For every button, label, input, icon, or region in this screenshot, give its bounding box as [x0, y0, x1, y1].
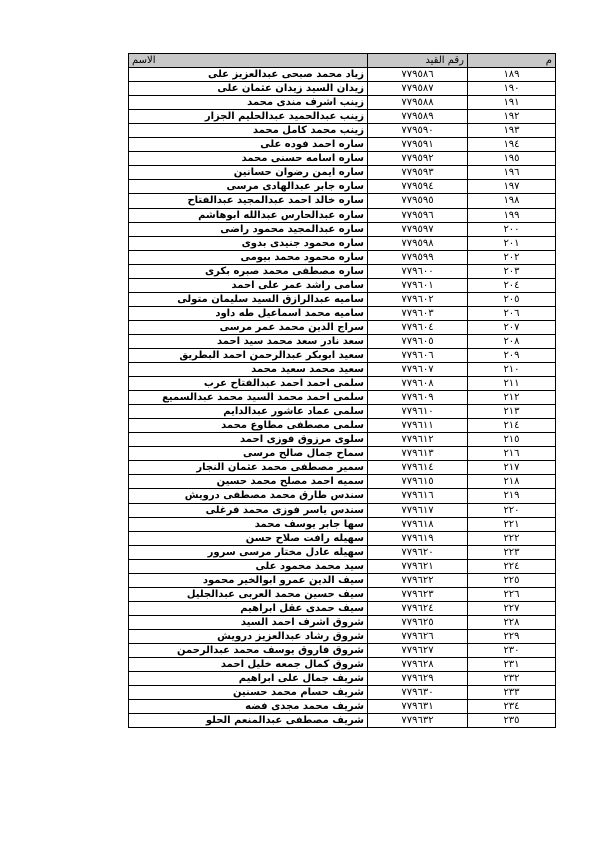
student-name-cell: سيف الدين عمرو ابوالخير محمود: [129, 573, 368, 587]
table-row: [129, 405, 556, 419]
serial-number-cell: ٢٢٢: [468, 531, 556, 545]
student-name-cell: سميه احمد مصلح محمد حسين: [129, 475, 368, 489]
serial-number-cell: ٢٢٧: [468, 601, 556, 615]
student-name-cell: زياد محمد صبحى عبدالعزيز على: [129, 68, 368, 82]
student-name-cell: سيف حسين محمد العربى عبدالجليل: [129, 587, 368, 601]
registration-number-cell: ٧٧٩٦٠٨: [368, 377, 468, 391]
table-row: [129, 166, 556, 180]
table-row: [129, 236, 556, 250]
student-name-cell: ساره عبدالحارس عبدالله ابوهاشم: [129, 208, 368, 222]
student-name-cell: ساره ايمن رضوان حسانين: [129, 166, 368, 180]
header-registration-number: رقم القيد: [368, 54, 468, 68]
student-name-cell: شريف جمال على ابراهيم: [129, 672, 368, 686]
serial-number-cell: ٢٠٧: [468, 320, 556, 334]
table-row: [129, 531, 556, 545]
registration-number-cell: ٧٧٩٦٠٠: [368, 264, 468, 278]
serial-number-cell: ١٩٣: [468, 124, 556, 138]
student-name-cell: سها جابر يوسف محمد: [129, 517, 368, 531]
table-row: [129, 419, 556, 433]
serial-number-cell: ٢٢٣: [468, 545, 556, 559]
serial-number-cell: ٢٣٥: [468, 714, 556, 728]
registration-number-cell: ٧٧٩٦٣٠: [368, 686, 468, 700]
student-name-cell: سهيله عادل مختار مرسى سرور: [129, 545, 368, 559]
serial-number-cell: ١٩٠: [468, 82, 556, 96]
table-row: [129, 348, 556, 362]
serial-number-cell: ٢٢٤: [468, 559, 556, 573]
student-name-cell: ساميه محمد اسماعيل طه داود: [129, 306, 368, 320]
registration-number-cell: ٧٧٩٥٩٢: [368, 152, 468, 166]
registration-number-cell: ٧٧٩٥٨٧: [368, 82, 468, 96]
table-row: [129, 222, 556, 236]
serial-number-cell: ٢٣٤: [468, 700, 556, 714]
student-name-cell: سمير مصطفى محمد عثمان النجار: [129, 461, 368, 475]
registration-number-cell: ٧٧٩٦٠٢: [368, 292, 468, 306]
table-row: [129, 194, 556, 208]
registration-number-cell: ٧٧٩٦١٠: [368, 405, 468, 419]
serial-number-cell: ٢٠٠: [468, 222, 556, 236]
student-name-cell: سندس طارق محمد مصطفى درويش: [129, 489, 368, 503]
student-name-cell: شروق فاروق يوسف محمد عبدالرحمن: [129, 643, 368, 657]
serial-number-cell: ٢٢٠: [468, 503, 556, 517]
table-row: [129, 714, 556, 728]
registration-number-cell: ٧٧٩٥٩٨: [368, 236, 468, 250]
serial-number-cell: ٢٣٠: [468, 643, 556, 657]
registration-number-cell: ٧٧٩٦٠٥: [368, 334, 468, 348]
serial-number-cell: ٢١٣: [468, 405, 556, 419]
table-row: [129, 334, 556, 348]
table-row: [129, 208, 556, 222]
registration-number-cell: ٧٧٩٦١٨: [368, 517, 468, 531]
serial-number-cell: ٢٠٨: [468, 334, 556, 348]
table-row: [129, 447, 556, 461]
table-row: [129, 601, 556, 615]
registration-number-cell: ٧٧٩٥٨٩: [368, 110, 468, 124]
registration-number-cell: ٧٧٩٦١١: [368, 419, 468, 433]
student-name-cell: ساره عبدالمجيد محمود راضى: [129, 222, 368, 236]
serial-number-cell: ٢١٤: [468, 419, 556, 433]
student-name-cell: ساره اسامه حسنى محمد: [129, 152, 368, 166]
serial-number-cell: ٢٢٩: [468, 629, 556, 643]
table-row: [129, 278, 556, 292]
serial-number-cell: ٢٣٢: [468, 672, 556, 686]
table-row: [129, 545, 556, 559]
student-name-cell: شريف محمد مجدى فضه: [129, 700, 368, 714]
student-name-cell: سيد محمد محمود على: [129, 559, 368, 573]
table-row: [129, 587, 556, 601]
table-row: [129, 433, 556, 447]
student-name-cell: شروق اشرف احمد السيد: [129, 615, 368, 629]
registration-number-cell: ٧٧٩٥٩٦: [368, 208, 468, 222]
serial-number-cell: ٢٢١: [468, 517, 556, 531]
serial-number-cell: ٢١٦: [468, 447, 556, 461]
serial-number-cell: ٢١٠: [468, 363, 556, 377]
student-name-cell: زيدان السيد زيدان عثمان على: [129, 82, 368, 96]
student-name-cell: سعد نادر سعد محمد سيد احمد: [129, 334, 368, 348]
serial-number-cell: ١٩٦: [468, 166, 556, 180]
serial-number-cell: ٢٢٥: [468, 573, 556, 587]
student-name-cell: ساره محمود جنيدى بدوى: [129, 236, 368, 250]
student-name-cell: سعيد ابوبكر عبدالرحمن احمد البطريق: [129, 348, 368, 362]
table-row: [129, 475, 556, 489]
registration-number-cell: ٧٧٩٦٢٣: [368, 587, 468, 601]
registration-number-cell: ٧٧٩٦٠٧: [368, 363, 468, 377]
serial-number-cell: ٢١٧: [468, 461, 556, 475]
registration-number-cell: ٧٧٩٦٢٧: [368, 643, 468, 657]
student-name-cell: ساره خالد احمد عبدالمجيد عبدالفتاح: [129, 194, 368, 208]
serial-number-cell: ٢٠٥: [468, 292, 556, 306]
registration-number-cell: ٧٧٩٥٨٨: [368, 96, 468, 110]
table-row: [129, 152, 556, 166]
student-name-cell: سلمى عماد عاشور عبدالدايم: [129, 405, 368, 419]
student-name-cell: زينب محمد كامل محمد: [129, 124, 368, 138]
serial-number-cell: ١٩٩: [468, 208, 556, 222]
registration-number-cell: ٧٧٩٦٢١: [368, 559, 468, 573]
serial-number-cell: ٢٣١: [468, 658, 556, 672]
student-name-cell: ساره محمود محمد بيومى: [129, 250, 368, 264]
serial-number-cell: ١٩٢: [468, 110, 556, 124]
serial-number-cell: ٢٣٣: [468, 686, 556, 700]
table-row: [129, 124, 556, 138]
registration-number-cell: ٧٧٩٥٩٠: [368, 124, 468, 138]
student-name-cell: سلوى مرزوق فوزى احمد: [129, 433, 368, 447]
registration-number-cell: ٧٧٩٦٢٦: [368, 629, 468, 643]
registration-number-cell: ٧٧٩٦١٣: [368, 447, 468, 461]
header-serial-number: م: [468, 54, 556, 68]
serial-number-cell: ١٩١: [468, 96, 556, 110]
table-row: [129, 363, 556, 377]
table-header-row: [129, 54, 556, 68]
table-row: [129, 643, 556, 657]
student-name-cell: شريف مصطفى عبدالمنعم الحلو: [129, 714, 368, 728]
student-name-cell: سلمى مصطفى مطاوع محمد: [129, 419, 368, 433]
registration-number-cell: ٧٧٩٥٩٩: [368, 250, 468, 264]
student-name-cell: سلمى احمد احمد عبدالفتاح عرب: [129, 377, 368, 391]
table-row: [129, 377, 556, 391]
registration-number-cell: ٧٧٩٥٨٦: [368, 68, 468, 82]
registration-number-cell: ٧٧٩٥٩٥: [368, 194, 468, 208]
header-name: الاسم: [129, 54, 368, 68]
serial-number-cell: ٢٠٩: [468, 348, 556, 362]
student-name-cell: سندس ياسر فوزى محمد فرغلى: [129, 503, 368, 517]
student-name-cell: سيف حمدى عقل ابراهيم: [129, 601, 368, 615]
serial-number-cell: ٢٠٢: [468, 250, 556, 264]
registration-number-cell: ٧٧٩٦٢٠: [368, 545, 468, 559]
table-row: [129, 320, 556, 334]
table-row: [129, 180, 556, 194]
table-row: [129, 629, 556, 643]
serial-number-cell: ٢٠٦: [468, 306, 556, 320]
table-row: [129, 700, 556, 714]
registration-number-cell: ٧٧٩٥٩٣: [368, 166, 468, 180]
serial-number-cell: ٢٢٦: [468, 587, 556, 601]
registration-number-cell: ٧٧٩٦٠١: [368, 278, 468, 292]
table-row: [129, 461, 556, 475]
serial-number-cell: ٢٠١: [468, 236, 556, 250]
student-name-cell: ساره احمد فوده على: [129, 138, 368, 152]
student-name-cell: سماح جمال صالح مرسى: [129, 447, 368, 461]
table-row: [129, 658, 556, 672]
student-name-cell: شروق كمال جمعه خليل احمد: [129, 658, 368, 672]
student-list-table: [128, 53, 556, 728]
table-row: [129, 503, 556, 517]
serial-number-cell: ٢١٥: [468, 433, 556, 447]
registration-number-cell: ٧٧٩٦١٤: [368, 461, 468, 475]
table-row: [129, 82, 556, 96]
registration-number-cell: ٧٧٩٦٢٢: [368, 573, 468, 587]
registration-number-cell: ٧٧٩٦١٢: [368, 433, 468, 447]
student-name-cell: سعيد محمد سعيد محمد: [129, 363, 368, 377]
student-name-cell: سراج الدين محمد عمر مرسى: [129, 320, 368, 334]
table-row: [129, 68, 556, 82]
registration-number-cell: ٧٧٩٥٩٧: [368, 222, 468, 236]
registration-number-cell: ٧٧٩٦٠٦: [368, 348, 468, 362]
table-row: [129, 96, 556, 110]
table-row: [129, 686, 556, 700]
serial-number-cell: ٢١٨: [468, 475, 556, 489]
serial-number-cell: ١٩٤: [468, 138, 556, 152]
serial-number-cell: ٢١٢: [468, 391, 556, 405]
registration-number-cell: ٧٧٩٦٢٨: [368, 658, 468, 672]
serial-number-cell: ٢٠٤: [468, 278, 556, 292]
registration-number-cell: ٧٧٩٦٢٥: [368, 615, 468, 629]
student-name-cell: زينب عبدالحميد عبدالحليم الجزار: [129, 110, 368, 124]
student-name-cell: شريف حسام محمد حسنين: [129, 686, 368, 700]
student-name-cell: ساميه عبدالرازق السيد سليمان متولى: [129, 292, 368, 306]
registration-number-cell: ٧٧٩٥٩١: [368, 138, 468, 152]
table-body: [129, 68, 556, 728]
student-name-cell: سلمى احمد محمد السيد محمد عبدالسميع: [129, 391, 368, 405]
registration-number-cell: ٧٧٩٦٠٩: [368, 391, 468, 405]
serial-number-cell: ٢٠٣: [468, 264, 556, 278]
serial-number-cell: ٢٢٨: [468, 615, 556, 629]
table-row: [129, 559, 556, 573]
serial-number-cell: ٢١٩: [468, 489, 556, 503]
registration-number-cell: ٧٧٩٦٢٩: [368, 672, 468, 686]
registration-number-cell: ٧٧٩٦٢٤: [368, 601, 468, 615]
table-row: [129, 573, 556, 587]
student-name-cell: ساره مصطفى محمد صبره بكرى: [129, 264, 368, 278]
registration-number-cell: ٧٧٩٦٣٢: [368, 714, 468, 728]
student-name-cell: سامى راشد عمر على احمد: [129, 278, 368, 292]
student-name-cell: سهيله رافت صلاح حسن: [129, 531, 368, 545]
registration-number-cell: ٧٧٩٦٠٣: [368, 306, 468, 320]
table-row: [129, 306, 556, 320]
serial-number-cell: ١٩٥: [468, 152, 556, 166]
serial-number-cell: ١٩٨: [468, 194, 556, 208]
table-row: [129, 517, 556, 531]
student-name-cell: زينب اشرف مندى محمد: [129, 96, 368, 110]
serial-number-cell: ١٨٩: [468, 68, 556, 82]
table-row: [129, 250, 556, 264]
table-row: [129, 615, 556, 629]
table-row: [129, 391, 556, 405]
serial-number-cell: ٢١١: [468, 377, 556, 391]
registration-number-cell: ٧٧٩٥٩٤: [368, 180, 468, 194]
registration-number-cell: ٧٧٩٦١٦: [368, 489, 468, 503]
registration-number-cell: ٧٧٩٦١٧: [368, 503, 468, 517]
serial-number-cell: ١٩٧: [468, 180, 556, 194]
table-row: [129, 292, 556, 306]
table-row: [129, 672, 556, 686]
registration-number-cell: ٧٧٩٦١٥: [368, 475, 468, 489]
registration-number-cell: ٧٧٩٦٣١: [368, 700, 468, 714]
registration-number-cell: ٧٧٩٦٠٤: [368, 320, 468, 334]
table-row: [129, 489, 556, 503]
table-row: [129, 264, 556, 278]
student-name-cell: شروق رشاد عبدالعزيز درويش: [129, 629, 368, 643]
table-row: [129, 110, 556, 124]
registration-number-cell: ٧٧٩٦١٩: [368, 531, 468, 545]
table-row: [129, 138, 556, 152]
student-name-cell: ساره جابر عبدالهادى مرسى: [129, 180, 368, 194]
